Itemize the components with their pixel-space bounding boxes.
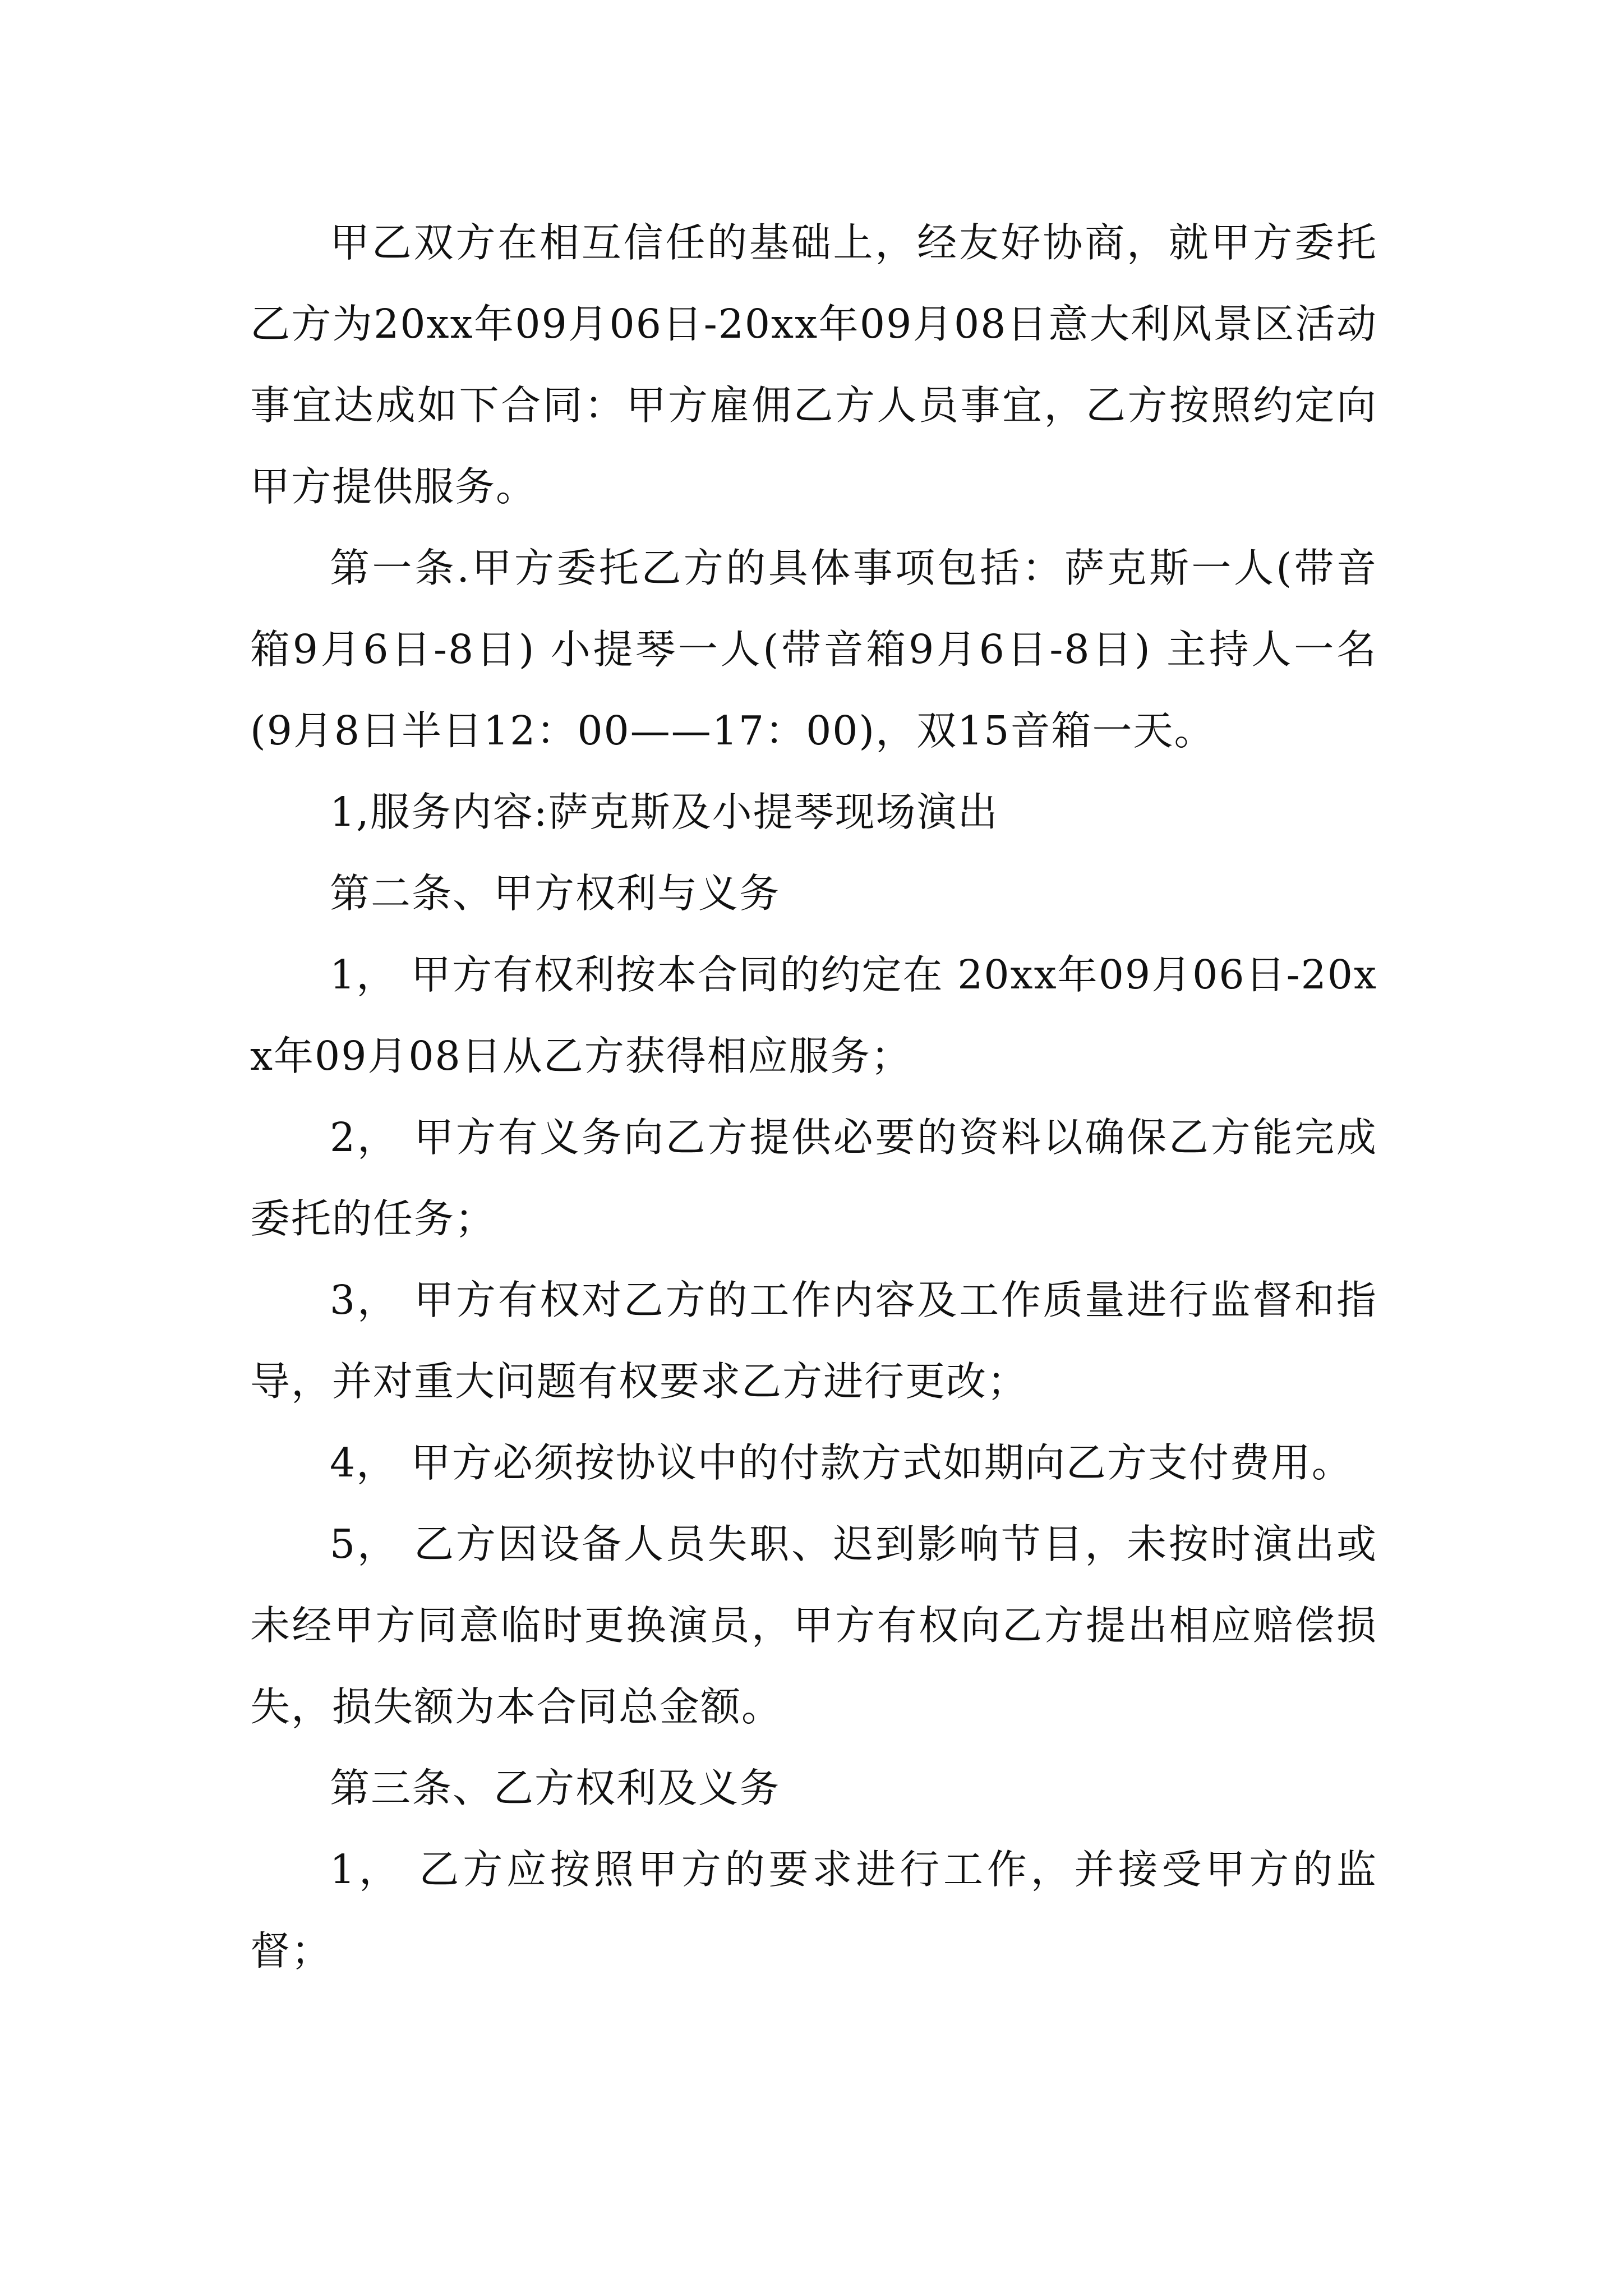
heading-article-3: 第三条、乙方权利及义务	[330, 1765, 781, 1811]
paragraph-article-1: 第一条.甲方委托乙方的具体事项包括：萨克斯一人(带音箱9月6日-8日) 小提琴一人(带音箱9月6日-8日) 主持人一名(9月8日半日12：00——17：00)，双15音箱一天。	[250, 545, 1377, 754]
paragraph-article-3-item-1: 1， 乙方应按照甲方的要求进行工作，并接受甲方的监督；	[250, 1846, 1377, 1974]
heading-article-2: 第二条、甲方权利与义务	[330, 870, 781, 917]
paragraph-article-2-item-4: 4， 甲方必须按协议中的付款方式如期向乙方支付费用。	[330, 1439, 1353, 1486]
paragraph-service-content: 1,服务内容:萨克斯及小提琴现场演出	[330, 789, 999, 835]
paragraph-article-2-item-1: 1， 甲方有权利按本合同的约定在 20xx年09月06日-20xx年09月08日从乙方获得相应服务；	[250, 951, 1377, 1079]
paragraph-preamble: 甲乙双方在相互信任的基础上，经友好协商，就甲方委托乙方为20xx年09月06日-20xx年09月08日意大利风景区活动事宜达成如下合同：甲方雇佣乙方人员事宜，乙方按照约定向甲方提供服务。	[250, 219, 1377, 510]
document-body	[250, 202, 1377, 1991]
paragraph-article-2-item-5: 5， 乙方因设备人员失职、迟到影响节目，未按时演出或未经甲方同意临时更换演员，甲方有权向乙方提出相应赔偿损失，损失额为本合同总金额。	[250, 1521, 1377, 1730]
paragraph-article-2-item-2: 2， 甲方有义务向乙方提供必要的资料以确保乙方能完成委托的任务；	[250, 1114, 1377, 1242]
paragraph-article-2-item-3: 3， 甲方有权对乙方的工作内容及工作质量进行监督和指导，并对重大问题有权要求乙方进行更改；	[250, 1277, 1377, 1405]
